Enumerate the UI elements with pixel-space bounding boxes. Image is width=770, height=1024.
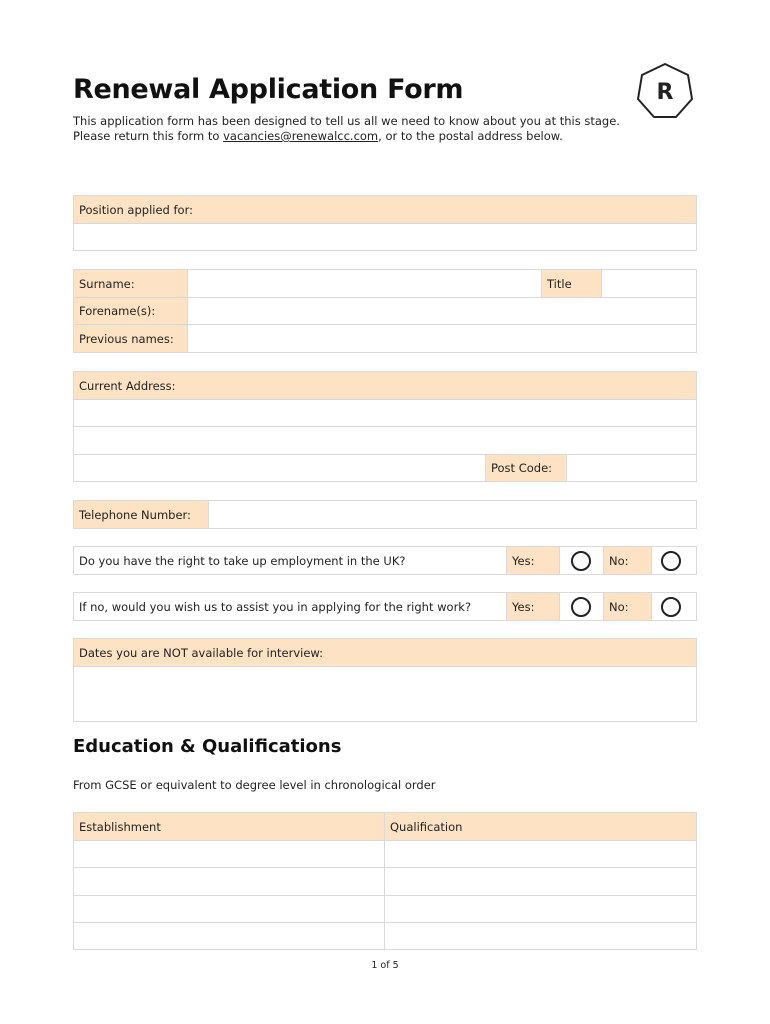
qualification-cell[interactable] xyxy=(384,922,697,950)
intro-text: This application form has been designed to tell us all we need to know about you at this stage. Please return this form to xyxy=(73,114,620,143)
intro-suffix: , or to the postal address below. xyxy=(378,129,563,143)
establishment-cell[interactable] xyxy=(73,840,385,868)
right-to-work-yes-label: Yes: xyxy=(506,546,560,575)
previous-names-input[interactable] xyxy=(187,324,697,353)
education-subtitle: From GCSE or equivalent to degree level in chronological order xyxy=(73,778,436,792)
qualification-cell[interactable] xyxy=(384,867,697,896)
logo xyxy=(636,62,694,120)
address-line-3-input[interactable] xyxy=(73,454,486,482)
col-establishment: Establishment xyxy=(73,812,385,841)
assist-yes-radio[interactable] xyxy=(571,597,591,617)
establishment-cell[interactable] xyxy=(73,922,385,950)
logo-letter: R xyxy=(656,80,674,105)
right-to-work-no-label: No: xyxy=(603,546,652,575)
page-title: Renewal Application Form xyxy=(73,74,464,105)
postcode-input[interactable] xyxy=(566,454,697,482)
right-to-work-yes-radio[interactable] xyxy=(571,551,591,571)
forenames-label: Forename(s): xyxy=(73,297,188,325)
assist-no-label: No: xyxy=(603,592,652,621)
qualification-cell[interactable] xyxy=(384,895,697,923)
position-input[interactable] xyxy=(73,223,697,251)
title-input[interactable] xyxy=(601,269,697,298)
surname-label: Surname: xyxy=(73,269,188,298)
right-to-work-no-radio[interactable] xyxy=(661,551,681,571)
col-qualification: Qualification xyxy=(384,812,697,841)
surname-input[interactable] xyxy=(187,269,542,298)
position-label: Position applied for: xyxy=(73,195,697,224)
right-to-work-question: Do you have the right to take up employment in the UK? xyxy=(73,546,507,575)
email-link[interactable]: vacancies@renewalcc.com xyxy=(223,129,379,143)
education-heading: Education & Qualifications xyxy=(73,736,342,757)
page-number: 1 of 5 xyxy=(371,960,399,971)
qualification-cell[interactable] xyxy=(384,840,697,868)
address-line-2-input[interactable] xyxy=(73,426,697,455)
title-label: Title xyxy=(541,269,602,298)
establishment-cell[interactable] xyxy=(73,867,385,896)
telephone-input[interactable] xyxy=(208,500,697,529)
postcode-label: Post Code: xyxy=(485,454,567,482)
assist-question: If no, would you wish us to assist you in applying for the right work? xyxy=(73,592,507,621)
establishment-cell[interactable] xyxy=(73,895,385,923)
assist-yes-label: Yes: xyxy=(506,592,560,621)
interview-input[interactable] xyxy=(73,666,697,722)
interview-label: Dates you are NOT available for interview: xyxy=(73,638,697,667)
assist-no-radio[interactable] xyxy=(661,597,681,617)
address-label: Current Address: xyxy=(73,371,697,400)
address-line-1-input[interactable] xyxy=(73,399,697,427)
previous-names-label: Previous names: xyxy=(73,324,188,353)
intro-paragraph xyxy=(73,114,653,144)
forenames-input[interactable] xyxy=(187,297,697,325)
telephone-label: Telephone Number: xyxy=(73,500,209,529)
